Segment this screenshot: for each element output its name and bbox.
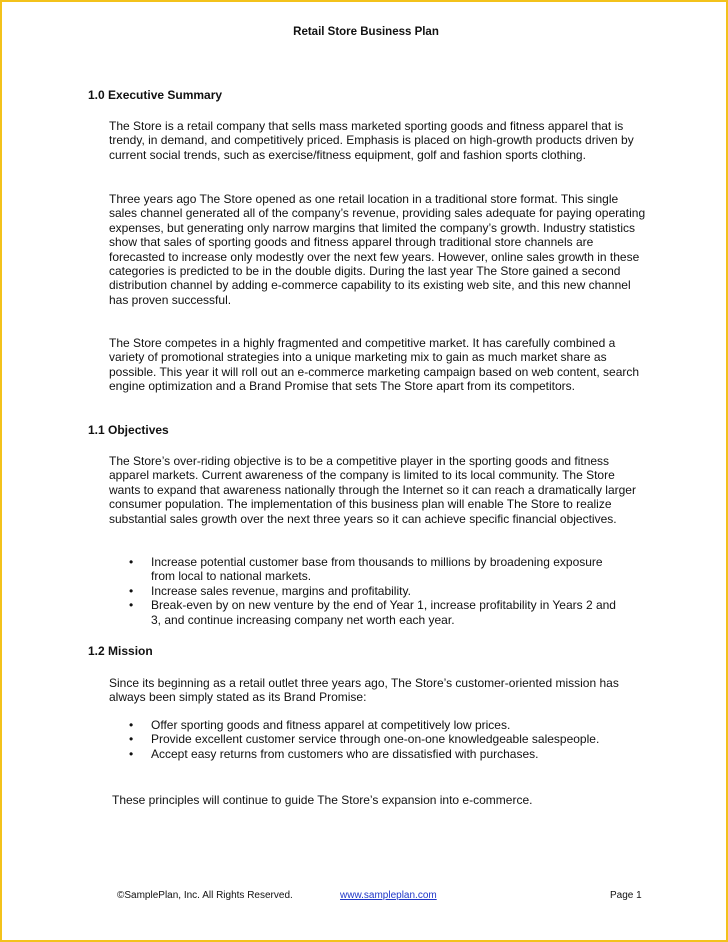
heading-mission: 1.2 Mission <box>88 644 153 658</box>
bullet-icon: • <box>129 555 134 569</box>
bullet-icon: • <box>129 598 134 613</box>
list-item: • Increase sales revenue, margins and profitability. <box>129 583 411 598</box>
mission-list <box>129 718 629 761</box>
footer-copyright: ©SamplePlan, Inc. All Rights Reserved. <box>117 890 293 901</box>
exec-paragraph-3: The Store competes in a highly fragmented and competitive market. It has carefully combined a variety of promotional strategies into a unique marketing mix to gain as much market share as possible. This year it will roll out an e-commerce marketing campaign based on web content, search engine optimization and a Brand Promise that sets The Store apart from its competitors. <box>109 336 640 394</box>
document-title: Retail Store Business Plan <box>293 26 439 38</box>
bullet-icon: • <box>129 583 134 598</box>
mission-closing: These principles will continue to guide The Store’s expansion into e-commerce. <box>112 793 533 807</box>
exec-paragraph-2: Three years ago The Store opened as one retail location in a traditional store format. This single sales channel generated all of the company’s revenue, providing sales adequate for paying operating expenses, but generating only narrow margins that limited the company’s growth. Industry statistics show that sales of sporting goods and fitness apparel through traditional store channels are forecasted to increase only modestly over the next few years. However, online sales growth in these categories is predicted to be in the double digits. During the last year The Store gained a second distribution channel by adding e-commerce capability to its existing web site, and this new channel has proven successful. <box>109 192 646 307</box>
objectives-list <box>129 555 629 627</box>
bullet-icon: • <box>129 718 134 732</box>
bullet-icon: • <box>129 732 134 747</box>
mission-paragraph: Since its beginning as a retail outlet three years ago, The Store’s customer-oriented mission has always been simply stated as its Brand Promise: <box>109 676 619 705</box>
list-item: • Provide excellent customer service through one-on-one knowledgeable salespeople. <box>129 732 600 747</box>
list-item: • Accept easy returns from customers who are dissatisfied with purchases. <box>129 746 539 761</box>
list-item: • Offer sporting goods and fitness apparel at competitively low prices. <box>129 718 511 732</box>
footer-website-link[interactable]: www.sampleplan.com <box>340 890 437 901</box>
list-item: • Increase potential customer base from thousands to millions by broadening exposure from local to national markets. <box>129 555 603 584</box>
bullet-icon: • <box>129 746 134 761</box>
heading-objectives: 1.1 Objectives <box>88 423 169 437</box>
objectives-paragraph: The Store’s over-riding objective is to be a competitive player in the sporting goods and fitness apparel markets. Current awareness of the company is limited to its local community. The Store wants to expand that awareness nationally through the Internet so it can reach a dramatically larger consumer population. The implementation of this business plan will enable The Store to realize substantial sales growth over the next three years so it can achieve specific financial objectives. <box>109 454 636 526</box>
page-number: Page 1 <box>610 890 642 901</box>
list-item: • Break-even by on new venture by the end of Year 1, increase profitability in Years 2 and 3, and continue increasing company net worth each year. <box>129 598 616 627</box>
exec-paragraph-1: The Store is a retail company that sells mass marketed sporting goods and fitness apparel that is trendy, in demand, and competitively priced. Emphasis is placed on high-growth products driven by current social trends, such as exercise/fitness equipment, golf and fashion sports clothing. <box>109 119 634 162</box>
heading-executive-summary: 1.0 Executive Summary <box>88 88 223 102</box>
